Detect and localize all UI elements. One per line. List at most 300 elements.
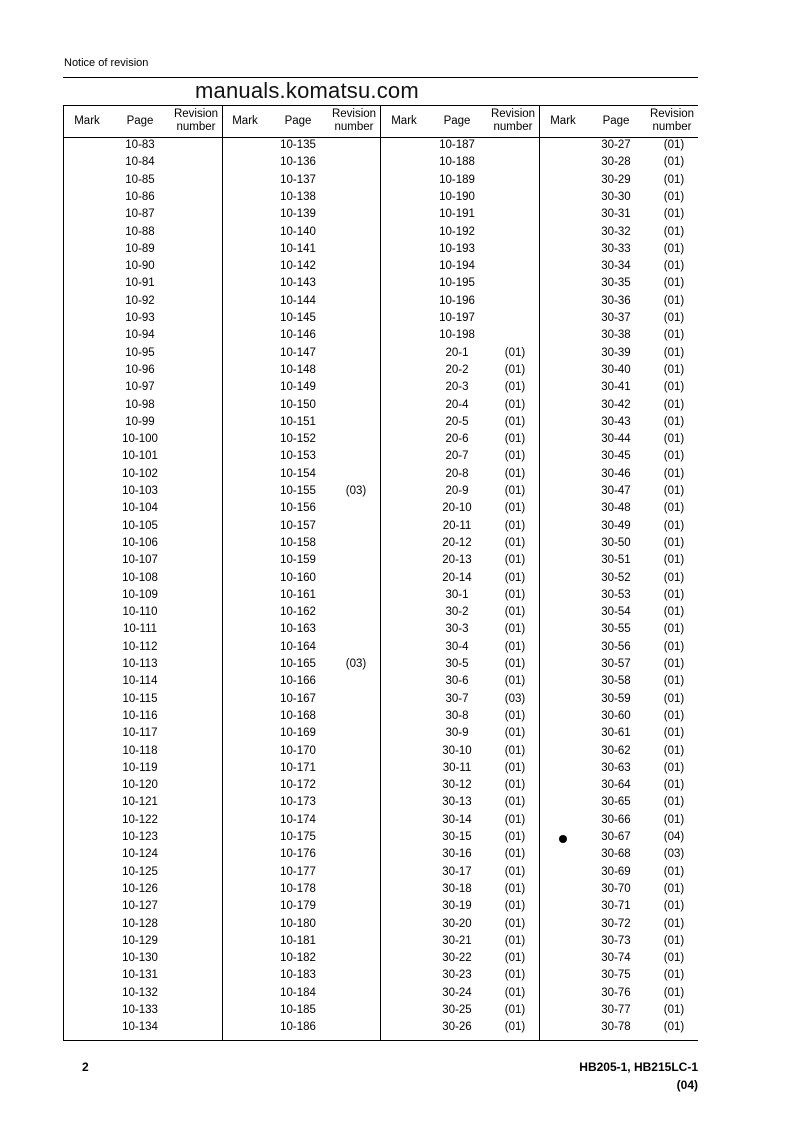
page-cell: 10-84 xyxy=(125,156,155,169)
page-cell: 10-143 xyxy=(280,277,316,290)
table-row xyxy=(222,243,381,260)
table-row xyxy=(381,572,540,589)
table-row xyxy=(540,1004,699,1021)
table-row xyxy=(64,831,223,848)
page-cell: 10-189 xyxy=(439,173,475,186)
table-row xyxy=(381,381,540,398)
revision-cell: (01) xyxy=(663,796,685,809)
table-row xyxy=(540,277,699,294)
revision-cell: (01) xyxy=(504,813,526,826)
table-row xyxy=(64,295,223,312)
page-cell: 20-12 xyxy=(442,536,472,549)
table-row xyxy=(540,883,699,900)
table-row xyxy=(64,416,223,433)
page-cell: 30-34 xyxy=(601,260,631,273)
revision-cell: (01) xyxy=(504,865,526,878)
page-cell: 10-150 xyxy=(280,398,316,411)
table-row xyxy=(381,606,540,623)
page-cell: 10-125 xyxy=(122,865,158,878)
page-cell: 10-186 xyxy=(280,1021,316,1034)
table-row xyxy=(540,796,699,813)
page-cell: 20-7 xyxy=(445,450,469,463)
table-row xyxy=(381,156,540,173)
table-row xyxy=(64,814,223,831)
table-row xyxy=(381,935,540,952)
page-cell: 10-124 xyxy=(122,848,158,861)
revision-cell: (01) xyxy=(504,1004,526,1016)
table-row xyxy=(540,658,699,675)
table-row xyxy=(222,277,381,294)
table-row xyxy=(381,450,540,467)
revision-cell: (03) xyxy=(504,692,526,705)
revision-cell: (01) xyxy=(663,190,685,203)
page-number: 2 xyxy=(82,1060,89,1074)
table-row xyxy=(64,623,223,640)
table-column-group xyxy=(222,105,381,1040)
page-cell: 10-187 xyxy=(439,139,475,151)
table-row xyxy=(222,450,381,467)
revision-cell: (01) xyxy=(663,813,685,826)
page-cell: 10-83 xyxy=(125,139,155,151)
revision-cell: (01) xyxy=(663,1021,685,1034)
table-row xyxy=(540,450,699,467)
table-row xyxy=(540,848,699,865)
page-cell: 10-95 xyxy=(125,346,155,359)
page-cell: 30-11 xyxy=(442,761,472,774)
table-row xyxy=(540,935,699,952)
table-row xyxy=(222,156,381,173)
table-row xyxy=(381,796,540,813)
table-row xyxy=(540,675,699,692)
page-cell: 10-85 xyxy=(125,173,155,186)
table-row xyxy=(64,243,223,260)
page-cell: 10-99 xyxy=(125,415,155,428)
revision-cell: (01) xyxy=(663,381,685,394)
page-cell: 10-191 xyxy=(439,208,475,221)
page-cell: 20-13 xyxy=(442,554,472,567)
page-cell: 30-1 xyxy=(445,588,469,601)
table-row xyxy=(540,866,699,883)
table-row xyxy=(222,900,381,917)
table-row xyxy=(381,1021,540,1038)
table-row xyxy=(381,347,540,364)
table-row xyxy=(540,814,699,831)
table-row xyxy=(64,900,223,917)
page-cell: 30-40 xyxy=(601,363,631,376)
page-cell: 10-97 xyxy=(125,381,155,394)
page-cell: 10-184 xyxy=(280,986,316,999)
table-row xyxy=(540,416,699,433)
page-cell: 30-73 xyxy=(601,934,631,947)
table-row xyxy=(381,468,540,485)
table-row xyxy=(64,641,223,658)
page-cell: 30-26 xyxy=(442,1021,472,1034)
revision-cell: (03) xyxy=(663,848,685,861)
table-row xyxy=(222,831,381,848)
page-cell: 10-176 xyxy=(280,848,316,861)
page-cell: 10-156 xyxy=(280,502,316,515)
table-row xyxy=(540,156,699,173)
revision-cell: (01) xyxy=(663,744,685,757)
table-row xyxy=(381,848,540,865)
page-cell: 30-68 xyxy=(601,848,631,861)
table-row xyxy=(64,537,223,554)
table-row xyxy=(64,918,223,935)
table-column-group xyxy=(540,105,699,1040)
table-row xyxy=(64,952,223,969)
table-row xyxy=(540,554,699,571)
table-row xyxy=(64,485,223,502)
table-row xyxy=(222,312,381,329)
table-row xyxy=(381,710,540,727)
page-cell: 10-151 xyxy=(280,415,316,428)
page-cell: 30-32 xyxy=(601,225,631,238)
table-row xyxy=(64,554,223,571)
revision-cell: (01) xyxy=(663,709,685,722)
page-cell: 10-185 xyxy=(280,1004,316,1016)
page-cell: 10-140 xyxy=(280,225,316,238)
page-cell: 30-13 xyxy=(442,796,472,809)
table-row xyxy=(381,831,540,848)
page-cell: 20-5 xyxy=(445,415,469,428)
page-cell: 10-168 xyxy=(280,709,316,722)
page-cell: 10-167 xyxy=(280,692,316,705)
page-cell: 10-110 xyxy=(122,606,158,619)
page-cell: 10-123 xyxy=(122,831,158,843)
table-row xyxy=(381,952,540,969)
page-cell: 30-74 xyxy=(601,952,631,965)
page-cell: 30-59 xyxy=(601,692,631,705)
revision-cell: (01) xyxy=(663,173,685,186)
table-row xyxy=(64,883,223,900)
page-cell: 10-173 xyxy=(280,796,316,809)
page-cell: 30-39 xyxy=(601,346,631,359)
table-row xyxy=(64,502,223,519)
page-cell: 30-64 xyxy=(601,779,631,792)
table-row xyxy=(64,260,223,277)
table-row xyxy=(64,226,223,243)
revision-cell: (01) xyxy=(663,640,685,653)
revision-cell: (01) xyxy=(504,398,526,411)
table-row xyxy=(222,329,381,346)
table-row xyxy=(222,364,381,381)
revision-cell: (01) xyxy=(504,831,526,843)
table-row xyxy=(222,866,381,883)
page-cell: 10-118 xyxy=(122,744,158,757)
page-cell: 10-142 xyxy=(280,260,316,273)
page-cell: 10-164 xyxy=(280,640,316,653)
page-cell: 10-90 xyxy=(125,260,155,273)
revision-cell: (01) xyxy=(663,536,685,549)
page-cell: 30-43 xyxy=(601,415,631,428)
revision-cell: (01) xyxy=(504,623,526,636)
table-row xyxy=(540,918,699,935)
page-cell: 30-72 xyxy=(601,917,631,930)
table-row xyxy=(381,554,540,571)
page-cell: 10-139 xyxy=(280,208,316,221)
page-cell: 10-127 xyxy=(122,900,158,913)
page-cell: 30-66 xyxy=(601,813,631,826)
revision-cell: (01) xyxy=(504,415,526,428)
revision-cell: (01) xyxy=(504,986,526,999)
header-page: Page xyxy=(284,115,312,127)
page-cell: 10-182 xyxy=(280,952,316,965)
page-cell: 10-122 xyxy=(122,813,158,826)
header-mark: Mark xyxy=(391,115,417,127)
revision-cell: (01) xyxy=(504,675,526,688)
table-row xyxy=(64,710,223,727)
page-cell: 10-100 xyxy=(122,433,158,446)
page-cell: 30-44 xyxy=(601,433,631,446)
page-cell: 10-115 xyxy=(122,692,158,705)
page-cell: 10-112 xyxy=(122,640,158,653)
table-row xyxy=(381,589,540,606)
page-cell: 30-20 xyxy=(442,917,472,930)
table-row xyxy=(222,295,381,312)
page-cell: 10-152 xyxy=(280,433,316,446)
page-cell: 10-145 xyxy=(280,312,316,324)
table-row xyxy=(381,433,540,450)
page-cell: 10-171 xyxy=(280,761,316,774)
page-cell: 10-132 xyxy=(122,986,158,999)
page-cell: 10-192 xyxy=(439,225,475,238)
page-cell: 20-6 xyxy=(445,433,469,446)
header-revision: Revision number xyxy=(331,108,377,133)
table-row xyxy=(64,987,223,1004)
page-cell: 30-38 xyxy=(601,329,631,342)
page-cell: 10-88 xyxy=(125,225,155,238)
table-row xyxy=(381,727,540,744)
table-row xyxy=(222,796,381,813)
page-cell: 20-1 xyxy=(445,346,469,359)
page-cell: 30-56 xyxy=(601,640,631,653)
table-row xyxy=(381,295,540,312)
table-row xyxy=(64,139,223,156)
revision-cell: (01) xyxy=(504,450,526,463)
page-cell: 10-161 xyxy=(280,588,316,601)
table-row xyxy=(64,589,223,606)
page-cell: 30-10 xyxy=(442,744,472,757)
table-row xyxy=(222,174,381,191)
table-row xyxy=(540,693,699,710)
table-row xyxy=(540,623,699,640)
table-row xyxy=(381,485,540,502)
table-row xyxy=(222,848,381,865)
revision-cell: (01) xyxy=(663,658,685,670)
page-cell: 10-92 xyxy=(125,294,155,307)
page-cell: 30-62 xyxy=(601,744,631,757)
table-row xyxy=(381,520,540,537)
table-row xyxy=(381,364,540,381)
page-cell: 10-146 xyxy=(280,329,316,342)
table-row xyxy=(64,779,223,796)
watermark: manuals.komatsu.com xyxy=(195,78,419,103)
table-row xyxy=(381,139,540,156)
revision-cell: (01) xyxy=(663,485,685,497)
table-row xyxy=(64,969,223,986)
model-name: HB205-1, HB215LC-1 xyxy=(579,1060,698,1074)
page-cell: 10-194 xyxy=(439,260,475,273)
table-row xyxy=(64,658,223,675)
page-cell: 20-2 xyxy=(445,363,469,376)
table-row xyxy=(222,468,381,485)
header-revision: Revision number xyxy=(649,108,695,133)
page-cell: 30-8 xyxy=(445,709,469,722)
table-row xyxy=(540,243,699,260)
table-row xyxy=(64,156,223,173)
revision-cell: (01) xyxy=(504,848,526,861)
page-cell: 30-30 xyxy=(601,190,631,203)
page-cell: 10-109 xyxy=(122,588,158,601)
table-row xyxy=(381,243,540,260)
table-row xyxy=(381,675,540,692)
header-mark: Mark xyxy=(550,115,576,127)
table-row xyxy=(222,399,381,416)
table-row xyxy=(540,572,699,589)
page-cell: 10-175 xyxy=(280,831,316,843)
table-row xyxy=(540,831,699,848)
page-cell: 10-177 xyxy=(280,865,316,878)
page-cell: 30-7 xyxy=(445,692,469,705)
revision-cell: (01) xyxy=(663,312,685,324)
table-row xyxy=(381,745,540,762)
page-cell: 10-120 xyxy=(122,779,158,792)
revision-cell: (01) xyxy=(504,467,526,480)
header-page: Page xyxy=(443,115,471,127)
revision-cell: (01) xyxy=(663,519,685,532)
table-row xyxy=(222,641,381,658)
table-row xyxy=(381,502,540,519)
page-cell: 10-141 xyxy=(280,242,316,255)
table-column-group xyxy=(381,105,540,1040)
table-row xyxy=(222,814,381,831)
revision-cell: (01) xyxy=(504,952,526,965)
revision-cell: (01) xyxy=(504,658,526,670)
revision-cell: (01) xyxy=(504,727,526,740)
table-row xyxy=(222,606,381,623)
page-cell: 30-48 xyxy=(601,502,631,515)
page-cell: 10-163 xyxy=(280,623,316,636)
table-row xyxy=(222,727,381,744)
table-row xyxy=(222,987,381,1004)
revision-cell: (01) xyxy=(663,156,685,169)
revision-cell: (01) xyxy=(663,260,685,273)
page-cell: 10-144 xyxy=(280,294,316,307)
header-page: Page xyxy=(126,115,154,127)
revision-cell: (01) xyxy=(663,675,685,688)
revision-cell: (01) xyxy=(504,900,526,913)
revision-cell: (01) xyxy=(504,502,526,515)
table-row xyxy=(64,312,223,329)
page-cell: 10-183 xyxy=(280,969,316,982)
table-row xyxy=(222,710,381,727)
revision-cell: (01) xyxy=(504,934,526,947)
table-row xyxy=(64,606,223,623)
page-cell: 10-154 xyxy=(280,467,316,480)
page-cell: 30-19 xyxy=(442,900,472,913)
table-row xyxy=(381,1004,540,1021)
page-cell: 10-134 xyxy=(122,1021,158,1034)
revision-cell: (01) xyxy=(504,588,526,601)
table-row xyxy=(222,347,381,364)
page-cell: 30-14 xyxy=(442,813,472,826)
revision-cell: (01) xyxy=(504,882,526,895)
table-row xyxy=(222,969,381,986)
revision-cell: (01) xyxy=(504,761,526,774)
table-row xyxy=(64,381,223,398)
page-cell: 30-27 xyxy=(601,139,631,151)
page-cell: 30-57 xyxy=(601,658,631,670)
table-row xyxy=(540,364,699,381)
page-cell: 10-89 xyxy=(125,242,155,255)
table-row xyxy=(381,987,540,1004)
table-row xyxy=(222,918,381,935)
table-row xyxy=(64,796,223,813)
edition-number: (04) xyxy=(676,1078,698,1092)
table-row xyxy=(540,900,699,917)
page-cell: 30-50 xyxy=(601,536,631,549)
table-row xyxy=(222,1004,381,1021)
table-row xyxy=(222,762,381,779)
page-cell: 30-31 xyxy=(601,208,631,221)
table-row xyxy=(381,260,540,277)
revision-cell: (01) xyxy=(663,761,685,774)
page-cell: 10-91 xyxy=(125,277,155,290)
page-cell: 30-49 xyxy=(601,519,631,532)
table-row xyxy=(381,814,540,831)
page-cell: 30-15 xyxy=(442,831,472,843)
table-row xyxy=(64,727,223,744)
revision-cell: (01) xyxy=(504,485,526,497)
page-cell: 30-5 xyxy=(445,658,469,670)
page-cell: 30-69 xyxy=(601,865,631,878)
table-row xyxy=(64,745,223,762)
revision-cell: (01) xyxy=(504,796,526,809)
revision-cell: (01) xyxy=(663,346,685,359)
page-cell: 30-67 xyxy=(601,831,631,843)
table-row xyxy=(381,779,540,796)
page-cell: 10-126 xyxy=(122,882,158,895)
revision-cell: (01) xyxy=(663,139,685,151)
table-row xyxy=(540,779,699,796)
table-row xyxy=(381,969,540,986)
table-row xyxy=(381,226,540,243)
revision-table xyxy=(63,105,698,1040)
page-cell: 10-133 xyxy=(122,1004,158,1016)
page-cell: 30-33 xyxy=(601,242,631,255)
table-row xyxy=(64,468,223,485)
table-row xyxy=(222,658,381,675)
header-revision: Revision number xyxy=(490,108,536,133)
page-cell: 10-188 xyxy=(439,156,475,169)
table-row xyxy=(64,174,223,191)
table-row xyxy=(222,572,381,589)
revision-cell: (01) xyxy=(663,1004,685,1016)
page-cell: 30-21 xyxy=(442,934,472,947)
table-row xyxy=(64,191,223,208)
table-row xyxy=(540,485,699,502)
page-cell: 30-36 xyxy=(601,294,631,307)
table-row xyxy=(381,537,540,554)
table-row xyxy=(540,1021,699,1038)
revision-cell: (01) xyxy=(663,865,685,878)
revision-cell: (01) xyxy=(663,363,685,376)
revision-cell: (01) xyxy=(663,623,685,636)
table-row xyxy=(222,554,381,571)
table-row xyxy=(222,208,381,225)
table-row xyxy=(381,208,540,225)
table-row xyxy=(381,762,540,779)
